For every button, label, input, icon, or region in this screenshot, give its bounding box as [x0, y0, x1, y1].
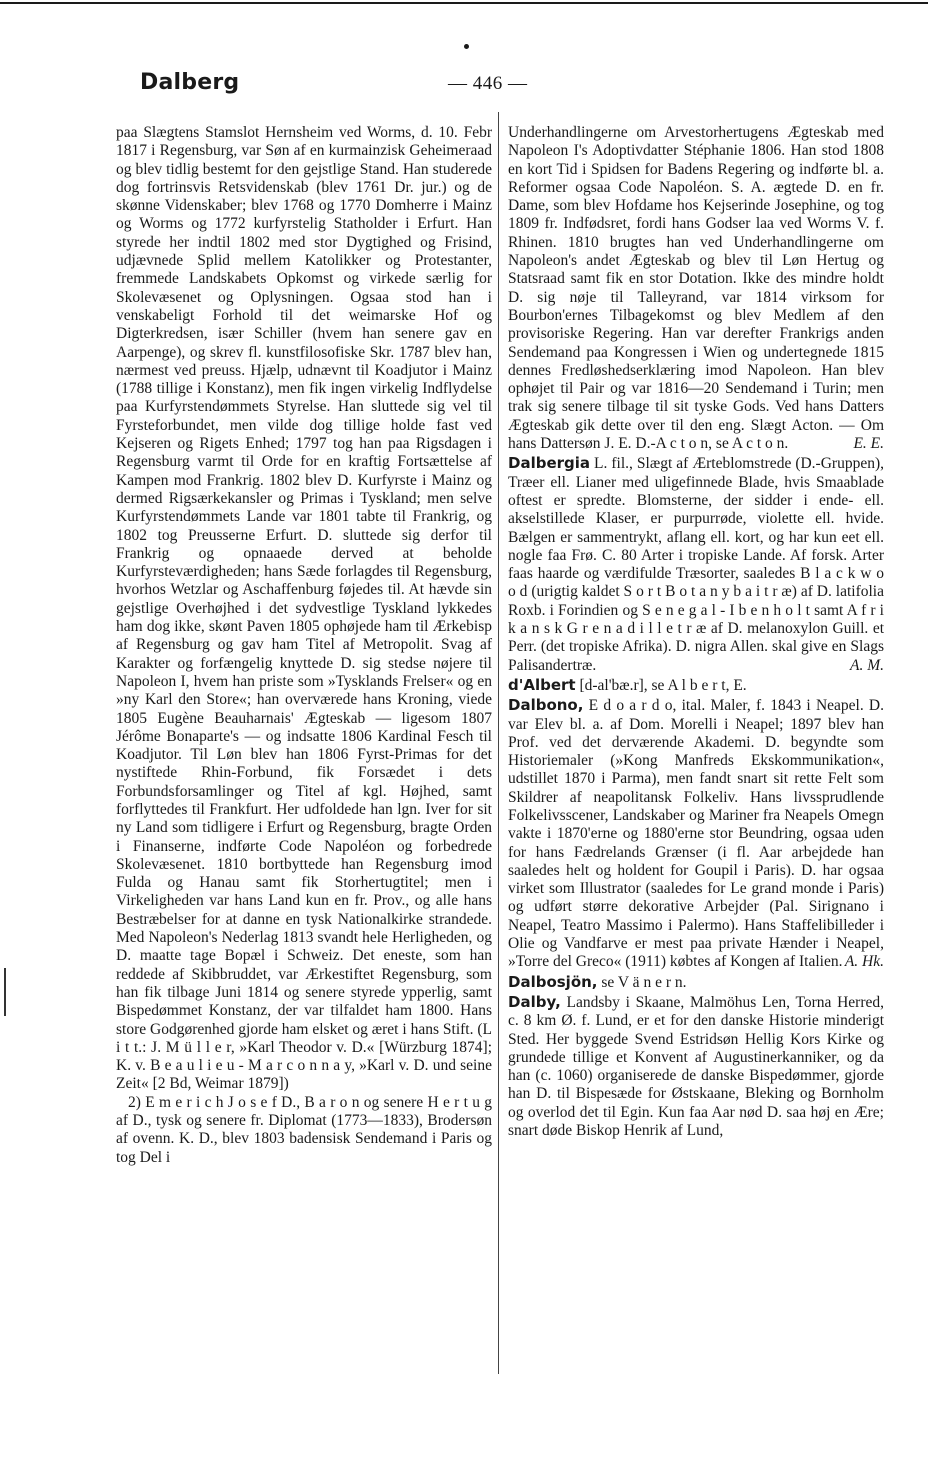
entry-text: Landsby i Skaane, Malmöhus Len, Torna Herred, c. 8 km Ø. f. Lund, er et for den danske Historie minderigt Sted. Her byggede Svend Estridsøn Hellig Kors Kirke og grundede tillige et Konvent af Augustinerkanniker, og da han (c. 1060) organiserede de danske Bispedømmer, gjorde han D. til Bispesæde for Østskaane, Bleking og Bornholm og overlod det til Egin. Kun faa Aar nød D. saa høj en Ære; snart døde Biskop Henrik af Lund, [508, 993, 885, 1140]
dalberg-emerich-josef-continued [508, 124, 884, 453]
right-column [508, 124, 884, 1140]
author-signature: E. E. [853, 435, 884, 453]
headword: Dalbergia [508, 454, 591, 473]
author-signature: A. Hk. [844, 953, 884, 971]
entry-text: E d o a r d o, ital. Maler, f. 1843 i Neapel. D. var Elev bl. a. af Dom. Morelli i Neapel; 1897 blev han Prof. ved det derværende Akademi. D. begyndte som Historiemaler (»Kong Manfreds Ekskommunikation«, udstillet 1870 i Parma), men fandt snart sit rette Felt som Skildrer af neapolitansk Folkeliv. Hans livssprudlende Folkelivsscener, Landskaber og Mariner fra Neapels Omegn vakte i 1870'erne og 1880'erne stor Beundring, ogsaa uden for hans Fædrelands Grænser (i fl. Aar arbejdede han saaledes helt og holdent for Goupil i Paris). D. har ogsaa virket som Illustrator (saaledes for Le grand monde i Paris) og udført større dekorative Arbejder (Pal. Sirignano i Neapel, Teatro Massimo i Palermo). Hans Staffelibilleder i Olie og Vandfarve er mest paa private Hænder i Neapel, »Torre del Greco« (1911) købtes af Kongen af Italien. [508, 697, 884, 971]
running-head: Dalberg [140, 70, 240, 95]
headword: d'Albert [508, 675, 576, 694]
entry-text: se V ä n e r n. [601, 973, 687, 991]
entry-dalbono [508, 696, 884, 971]
dalberg-emerich-josef-text: 2) E m e r i c h J o s e f D., B a r o n og senere H e r t u g af D., tysk og senere fr. Diplomat (1773—1833), Brodersøn af ovenn. K. D., blev 1803 badensisk Sendemand i Paris og tog Del i [116, 1093, 492, 1166]
entry-dalby [508, 993, 884, 1140]
left-column [116, 124, 492, 1167]
column-divider [498, 112, 499, 1374]
entry-text: [d-al'bæ.r], se A l b e r t, E. [579, 676, 747, 694]
print-dot-mark [464, 44, 469, 49]
headword: Dalbono, [508, 696, 584, 715]
entry-dalbosjon [508, 973, 884, 992]
entry-dalbert [508, 676, 884, 695]
headword: Dalby, [508, 992, 561, 1011]
continued-text: Underhandlingerne om Arvestorhertugens Ægteskab med Napoleon I's Adoptivdatter Stéphanie 1806. Han stod 1808 en kort Tid i Spidsen for Badens Regering og indførte bl. a. Reformer ogsaa Code Napoléon. S. A. ægtede D. en fr. Dame, som blev Hofdame hos Kejserinde Josephine, og tog 1809 fr. Indfødsret, fordi hans Godser laa ved Worms V. f. Rhinen. 1810 brugtes han ved Underhandlingerne om Napoleon's andet Ægteskab og blev til Løn Hertug og Statsraad samt fik en stor Dotation. Ikke des mindre holdt D. sig nøje til Talleyrand, var 1814 virksom for Bourbon'ernes Tilbagekomst og blev Medlem af den provisoriske Regering. Han var derefter Frankrigs anden Sendemand paa Kongressen i Wien og undertegnede 1815 dennes Fredløshedserklæring imod Napoleon. Han blev ophøjet til Pair og var 1816—20 Sendemand i Turin; men trak sig senere tilbage til sit tyske Gods. Ved hans Datters Ægteskab gik dette over til den eng. Slægt Acton. — Om hans Dattersøn J. E. D.-A c t o n, se A c t o n. [508, 124, 884, 453]
headword: Dalbosjön, [508, 972, 598, 991]
page-number: — 446 — [448, 73, 528, 94]
entry-dalbergia [508, 454, 884, 675]
entry-text: L. fil., Slægt af Ærteblomstrede (D.-Gruppen), Træer ell. Lianer med uligefinnede Blade, hvis Smaablade oftest er spredte. Blomsterne, der sidder i ende- ell. akselstillede Klaser, er purpurrøde, violette ell. hvide. Bælgen er sammentrykt, aflang ell. kort, og har kun eet ell. nogle faa Frø. C. 80 Arter i tropiske Lande. Af forsk. Arter faas haarde og værdifulde Træsorter, saaledes B l a c k w o o d (urigtig kaldet S o r t B o t a n y b a i t r æ) af D. latifolia Roxb. i Forindien og S e n e g a l - I b e n h o l t samt A f r i k a n s k G r e n a d i l l e t r æ af D. melanoxylon Guill. et Perr. (det tropiske Afrika). D. nigra Allen. skal give en Slags Palisandertræ. [508, 455, 884, 674]
top-border-rule [0, 2, 928, 4]
page-header [140, 68, 770, 108]
author-signature: A. M. [849, 656, 884, 674]
margin-mark [4, 968, 6, 1016]
dalberg-karl-theodor-text: paa Slægtens Stamslot Hernsheim ved Worms, d. 10. Febr 1817 i Regensburg, var Søn af en kurmainzisk Geheimeraad og blev tidlig bestemt for den gejstlige Stand. Han studerede dog fortrinsvis Retsvidenskab (blev 1761 Dr. jur.) og de skønne Videnskaber; blev 1768 og 1770 Domherre i Mainz og Worms og 1772 kurfyrstelig Statholder i Erfurt. Han styrede her indtil 1802 med stor Dygtighed og Frisind, udjævnede Splid mellem Katolikker og Protestanter, fremmede Landskabets Opkomst og virkede særlig for Skolevæsenet og Oplysningen. Ogsaa stod han i venskabeligt Forhold til det weimarske Hof og Digterkredsen, især Schiller (hvem han senere gav en Aarpenge), og skrev fl. kunstfilosofiske Skr. 1787 blev han, nærmest ved preuss. Hjælp, udnævnt til Koadjutor i Mainz (1788 tillige i Konstanz), men fik ingen virkelig Indflydelse paa Kurfyrstendømmets Styrelse. Han sluttede sig vel til Fyrsteforbundet, men vilde dog tillige holde fast ved Kejseren og Rigets Enhed; 1797 tog han paa Rigsdagen i Regensburg varmt til Orde for en kraftig Fortsættelse af Kampen mod Frankrig. 1802 blev D. Kurfyrste i Mainz og dermed Rigsærkekansler og Primas i Tyskland; men selve Kurfyrstendømmets Lande var 1801 tabte til Frankrig, og 1802 tog Preusserne Erfurt. D. sluttede sig derfor til Frankrig og opnaaede derved at beholde Kurfyrsteværdigheden; hans Sæde forlagdes til Regensburg, hvorhos Wetzlar og Aschaffenburg føjedes til. At hævde sin gejstlige Overhøjhed i det sydvestlige Tyskland lykkedes ham dog ikke, skønt Paven 1805 ophøjede ham til Ærkebisp af Regensburg og gav ham Titel af Metropolit. Svag af Karakter og forfængelig knyttede D. sig stedse nøjere til Napoleon I, hvem han priste som »Tysklands Frelser« og en »ny Karl den Store«; han overværede hans Kroning, viede 1805 Eugène Beauharnais' Ægteskab — ligesom 1807 Jérôme Bonaparte's — og indsatte 1806 Kardinal Fesch til Koadjutor. Til Løn blev han 1806 Fyrst-Primas for det nystiftede Rhin-Forbund, fik Forsædet i dets Forbundsforsamlinger og Titel af kgl. Højhed, samt forflyttedes til Frankfurt. Her udfoldede han lgn. Iver for sit ny Land som tidligere i Erfurt og Regensburg, bragte Orden i Finanserne, indførte Code Napoléon og forbedrede Skolevæsenet. 1810 bortbyttede han Regensburg imod Fulda og Hanau samt fik Storhertugtitel; men i Virkeligheden var hans Land kun en fr. Prov., og alle hans Bestræbelser for at danne en tysk Nationalkirke strandede. Med Napoleon's Nederlag 1813 svandt hele Herligheden, og D. maatte tage Bopæl i Schweiz. Det eneste, som han reddede af Skibbruddet, var Ærkestiftet Regensburg, som han fik tilbage Juni 1814 og senere styrede ypperlig, samt Bispedømmet Konstanz, der var tilfaldet ham 1800. Hans store Godgørenhed gjorde ham elsket og æret i hans Stift. (L i t t.: J. M ü l l e r, »Karl Theodor v. D.« [Würzburg 1874]; K. v. B e a u l i e u - M a r c o n n a y, »Karl v. D. und seine Zeit« [2 Bd, Weimar 1879]) [116, 124, 492, 1093]
